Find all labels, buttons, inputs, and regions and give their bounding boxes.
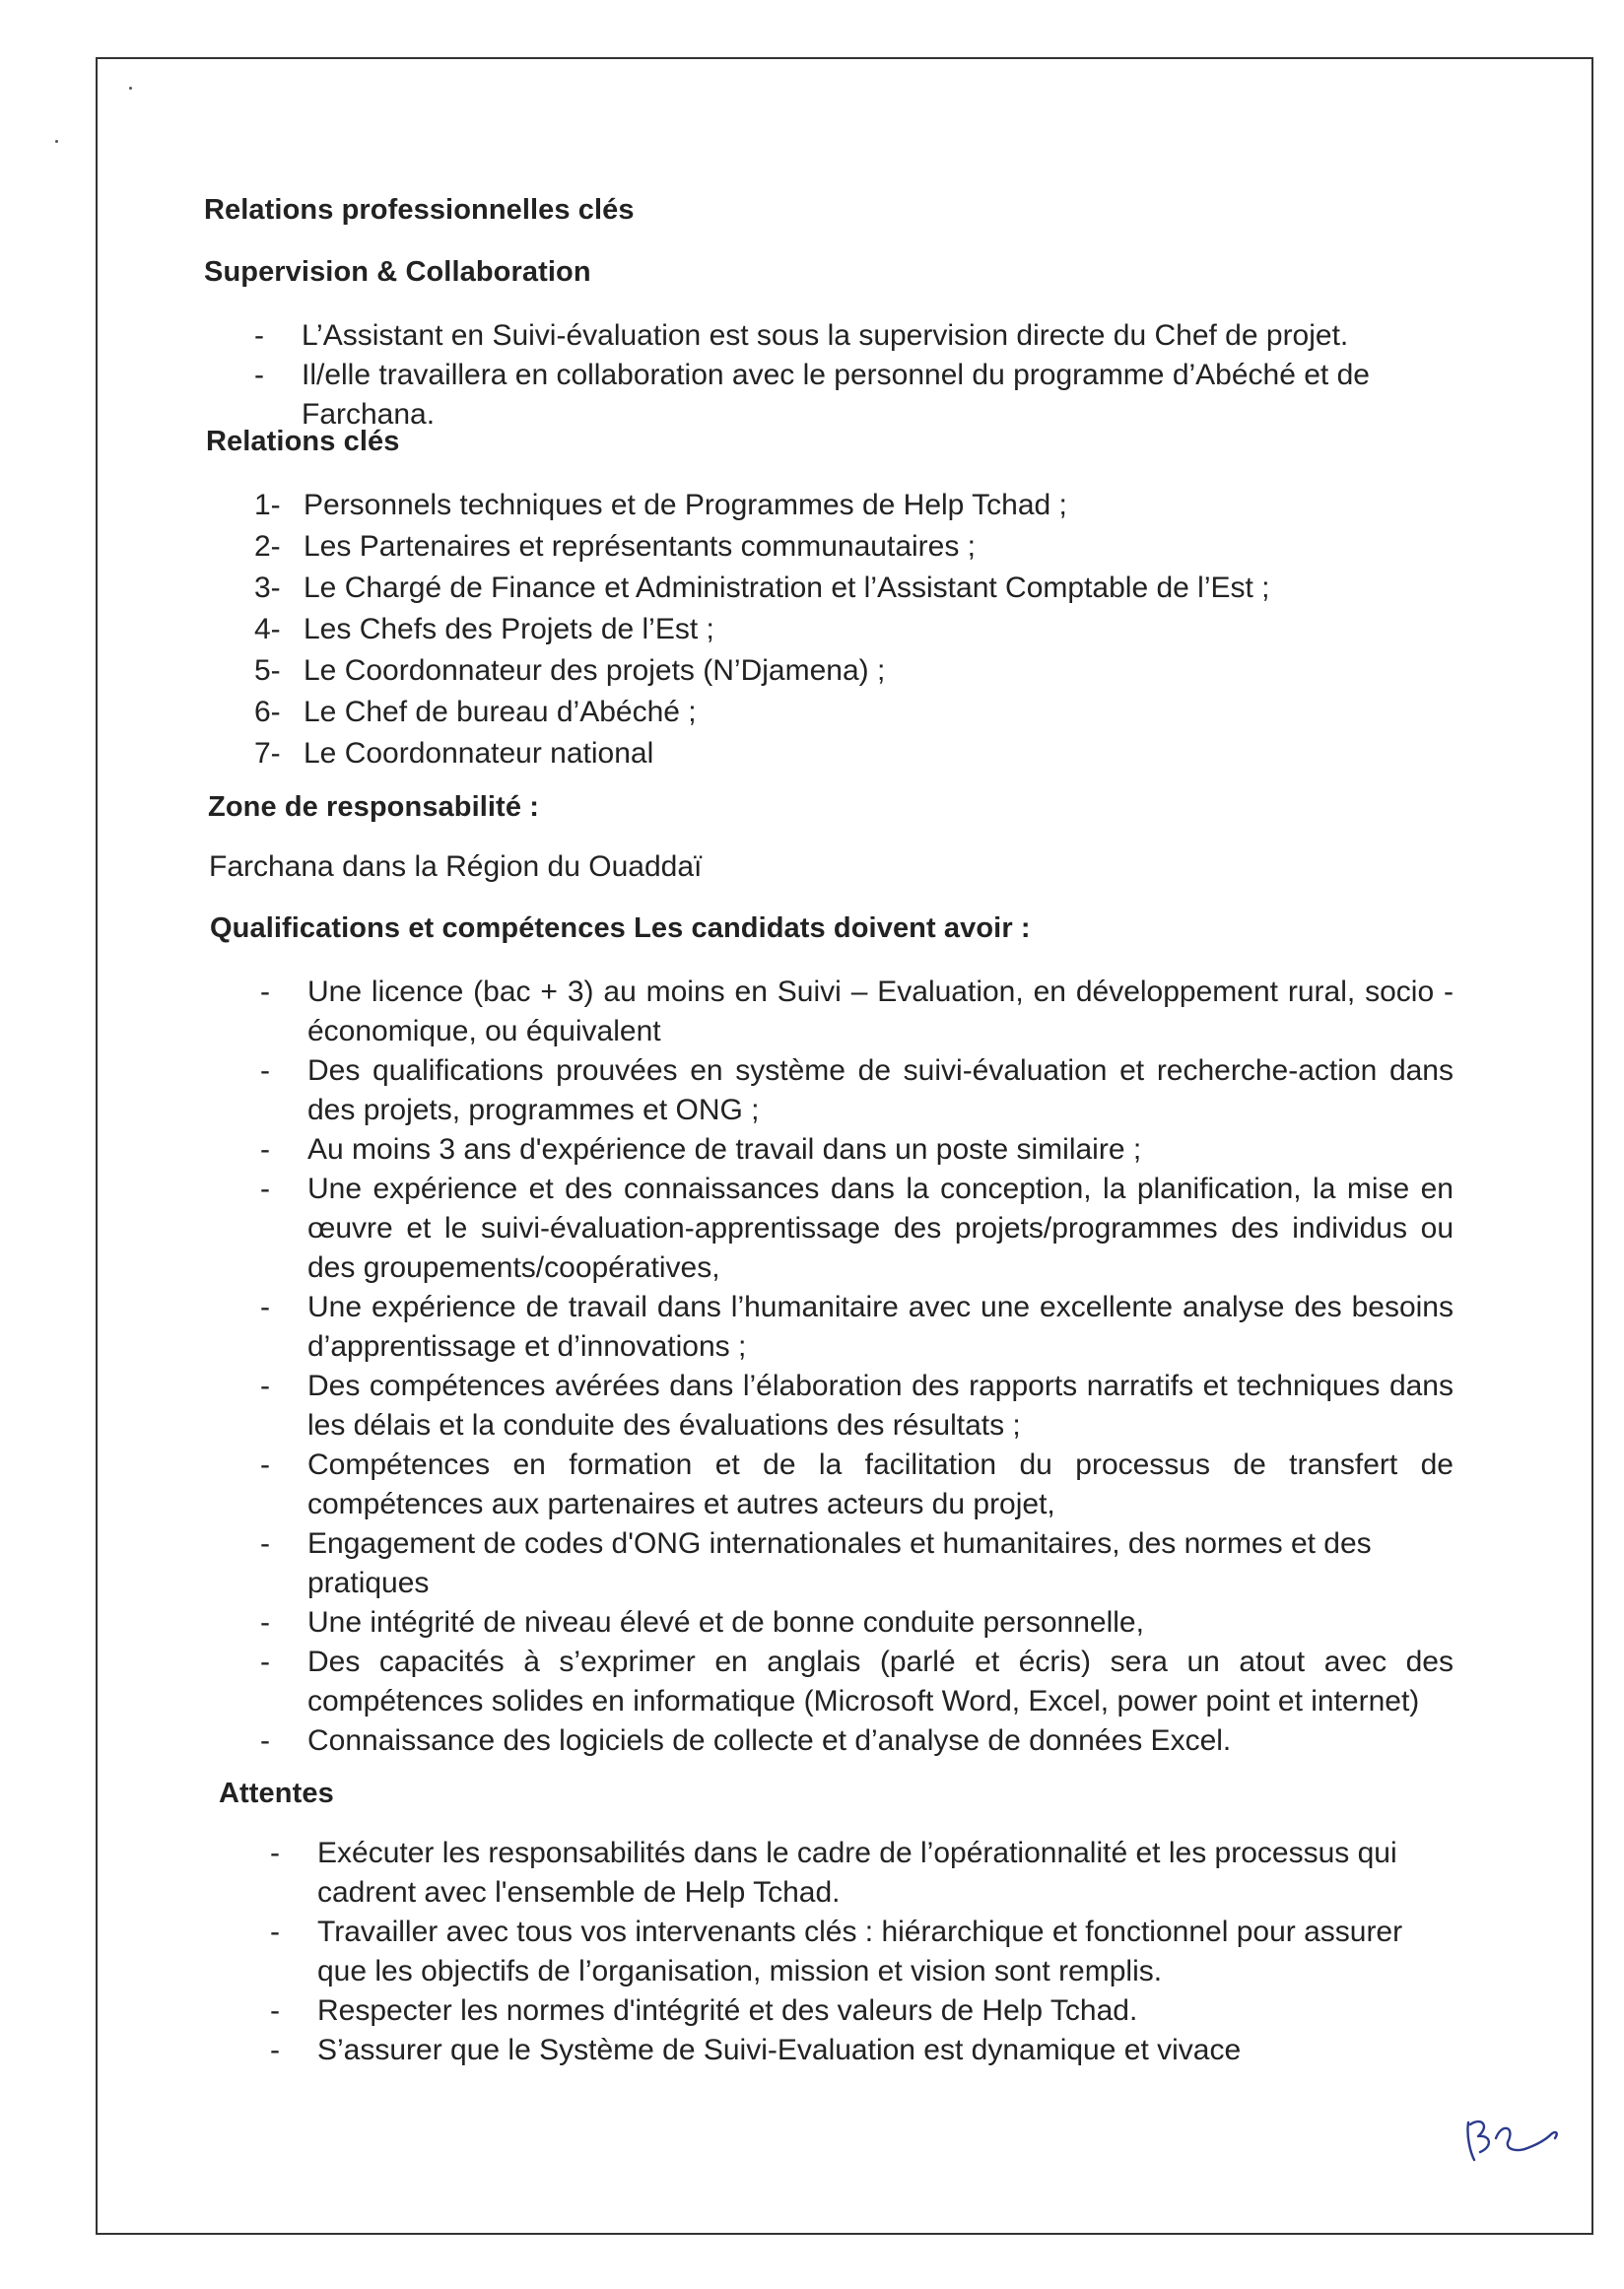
- list-item: - L’Assistant en Suivi-évaluation est sous la supervision directe du Chef de projet.: [254, 319, 1349, 352]
- relations-cles-list: [254, 485, 1387, 774]
- zone-title: Zone de responsabilité :: [208, 791, 539, 823]
- list-item: - Une licence (bac + 3) au moins en Suivi – Evaluation, en développement rural, socio - économique, ou équivalent: [260, 976, 1454, 1047]
- list-item: - Exécuter les responsabilités dans le cadre de l’opérationnalité et les processus qui cadrent avec l'ensemble de Help Tchad.: [270, 1837, 1397, 1909]
- list-item: - Respecter les normes d'intégrité et des valeurs de Help Tchad.: [270, 1994, 1138, 2027]
- list-item: 6- Le Chef de bureau d’Abéché ;: [254, 696, 697, 728]
- relations-title: Relations professionnelles clés: [204, 194, 635, 226]
- qualifications-list: [260, 973, 1454, 1761]
- list-item: - Connaissance des logiciels de collecte et d’analyse de données Excel.: [260, 1724, 1232, 1757]
- qualifications-title: Qualifications et compétences Les candidats doivent avoir :: [210, 912, 1031, 944]
- list-item: - S’assurer que le Système de Suivi-Evaluation est dynamique et vivace: [270, 2034, 1242, 2066]
- list-item: - Des capacités à s’exprimer en anglais (parlé et écris) sera un atout avec des compétences solides en informatique (Microsoft Word, Excel, power point et internet): [260, 1646, 1454, 1717]
- relations-cles-title: Relations clés: [206, 426, 400, 457]
- list-item: 5- Le Coordonnateur des projets (N’Djamena) ;: [254, 654, 886, 687]
- supervision-title: Supervision & Collaboration: [204, 256, 591, 288]
- list-item: - Des qualifications prouvées en système de suivi-évaluation et recherche-action dans des projets, programmes et ONG ;: [260, 1054, 1454, 1126]
- list-item: - Une expérience de travail dans l’humanitaire avec une excellente analyse des besoins d’apprentissage et d’innovations ;: [260, 1291, 1454, 1363]
- list-item: - Une expérience et des connaissances dans la conception, la planification, la mise en œuvre et le suivi-évaluation-apprentissage des projets/programmes des individus ou des groupements/coopératives,: [260, 1173, 1454, 1284]
- scan-speck: [55, 140, 58, 143]
- list-item: 7- Le Coordonnateur national: [254, 737, 654, 770]
- scan-speck: [129, 87, 132, 90]
- list-item: 2- Les Partenaires et représentants communautaires ;: [254, 530, 977, 563]
- zone-text: Farchana dans la Région du Ouaddaï: [209, 850, 703, 883]
- list-item: - Travailler avec tous vos intervenants clés : hiérarchique et fonctionnel pour assurer que les objectifs de l’organisation, mission et vision sont remplis.: [270, 1916, 1403, 1987]
- handwritten-initials-signature: [1456, 2109, 1565, 2168]
- list-item: 1- Personnels techniques et de Programmes de Help Tchad ;: [254, 489, 1067, 521]
- list-item: 3- Le Chargé de Finance et Administration et l’Assistant Comptable de l’Est ;: [254, 572, 1270, 604]
- supervision-list: [254, 316, 1464, 435]
- list-item: - Compétences en formation et de la facilitation du processus de transfert de compétences aux partenaires et autres acteurs du projet,: [260, 1448, 1454, 1520]
- list-item: - Au moins 3 ans d'expérience de travail dans un poste similaire ;: [260, 1133, 1142, 1166]
- list-item: 4- Les Chefs des Projets de l’Est ;: [254, 613, 714, 645]
- list-item: - Il/elle travaillera en collaboration avec le personnel du programme d’Abéché et de Farchana.: [254, 359, 1370, 431]
- list-item: - Des compétences avérées dans l’élaboration des rapports narratifs et techniques dans les délais et la conduite des évaluations des résultats ;: [260, 1370, 1454, 1442]
- attentes-title: Attentes: [219, 1778, 334, 1809]
- list-item: - Une intégrité de niveau élevé et de bonne conduite personnelle,: [260, 1606, 1144, 1639]
- list-item: - Engagement de codes d'ONG internationales et humanitaires, des normes et des pratiques: [260, 1527, 1372, 1599]
- attentes-list: [270, 1834, 1421, 2070]
